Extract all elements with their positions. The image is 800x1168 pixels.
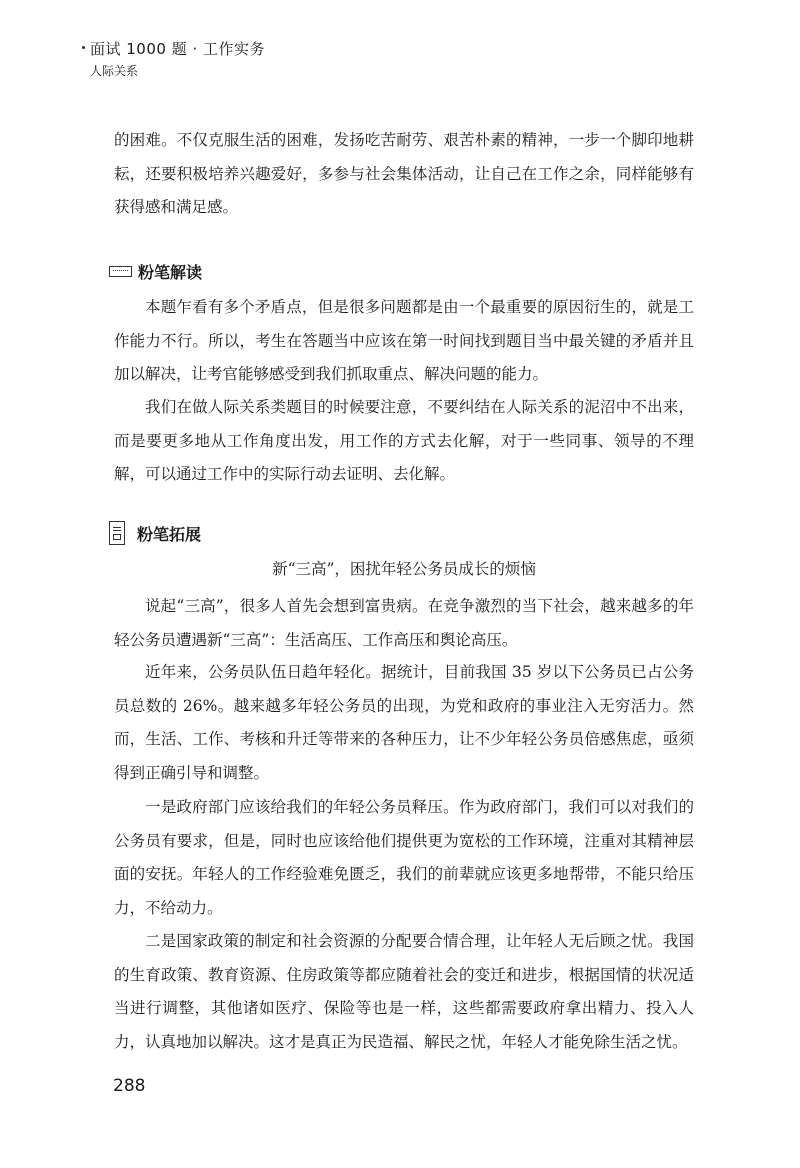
extension-paragraph-3: 一是政府部门应该给我们的年轻公务员释压。作为政府部门，我们可以对我们的公务员有要求，但是，同时也应该给他们提供更为宽松的工作环境，注重对其精神层面的安抚。年轻人的工作经验难免匮乏，我们的前辈就应该更多地帮带，不能只给压力，不给动力。 <box>114 798 694 917</box>
extension-paragraph-2: 近年来，公务员队伍日趋年轻化。据统计，目前我国 35 岁以下公务员已占公务员总数的 26%。越来越多年轻公务员的出现，为党和政府的事业注入无穷活力。然而，生活、工作、考核和升迁等带来的各种压力，让不少年轻公务员倍感焦虑，亟须得到正确引导和调整。 <box>114 663 694 782</box>
page-number: 288 <box>113 1076 146 1096</box>
article-subtitle: 新“三高”，困扰年轻公务员成长的烦恼 <box>272 560 536 578</box>
chapter-title: 人际关系 <box>90 64 139 78</box>
interpretation-heading <box>109 260 202 283</box>
extension-heading <box>109 521 201 545</box>
extension-paragraph-1: 说起“三高”，很多人首先会想到富贵病。在竞争激烈的当下社会，越来越多的年轻公务员遭遇新“三高”：生活高压、工作高压和舆论高压。 <box>114 597 694 649</box>
intro-paragraph: 的困难。不仅克服生活的困难，发扬吃苦耐劳、艰苦朴素的精神，一步一个脚印地耕耘，还要积极培养兴趣爱好，多参与社会集体活动，让自己在工作之余，同样能够有获得感和满足感。 <box>114 131 694 216</box>
header-dot <box>82 46 85 49</box>
interpretation-paragraph-1: 本题乍看有多个矛盾点，但是很多问题都是由一个最重要的原因衍生的，就是工作能力不行。所以，考生在答题当中应该在第一时间找到题目当中最关键的矛盾并且加以解决，让考官能够感受到我们抓取重点、解决问题的能力。 <box>114 298 694 383</box>
book-title: 面试 1000 题 · 工作实务 <box>90 40 266 58</box>
extension-paragraph-4: 二是国家政策的制定和社会资源的分配要合情合理，让年轻人无后顾之忧。我国的生育政策、教育资源、住房政策等都应随着社会的变迁和进步，根据国情的状况适当进行调整，其他诸如医疗、保险等也是一样，这些都需要政府拿出精力、投入人力，认真地加以解决。这才是真正为民造福、解民之忧，年轻人才能免除生活之忧。 <box>114 932 694 1051</box>
interpretation-paragraph-2: 我们在做人际关系类题目的时候要注意，不要纠结在人际关系的泥沼中不出来，而是要更多地从工作角度出发，用工作的方式去化解，对于一些同事、领导的不理解，可以通过工作中的实际行动去证明、去化解。 <box>114 398 694 483</box>
document-icon <box>109 521 125 545</box>
interpretation-heading-text: 粉笔解读 <box>138 263 203 282</box>
extension-heading-text: 粉笔拓展 <box>137 524 202 544</box>
book-icon <box>109 266 132 277</box>
running-header <box>90 38 265 80</box>
